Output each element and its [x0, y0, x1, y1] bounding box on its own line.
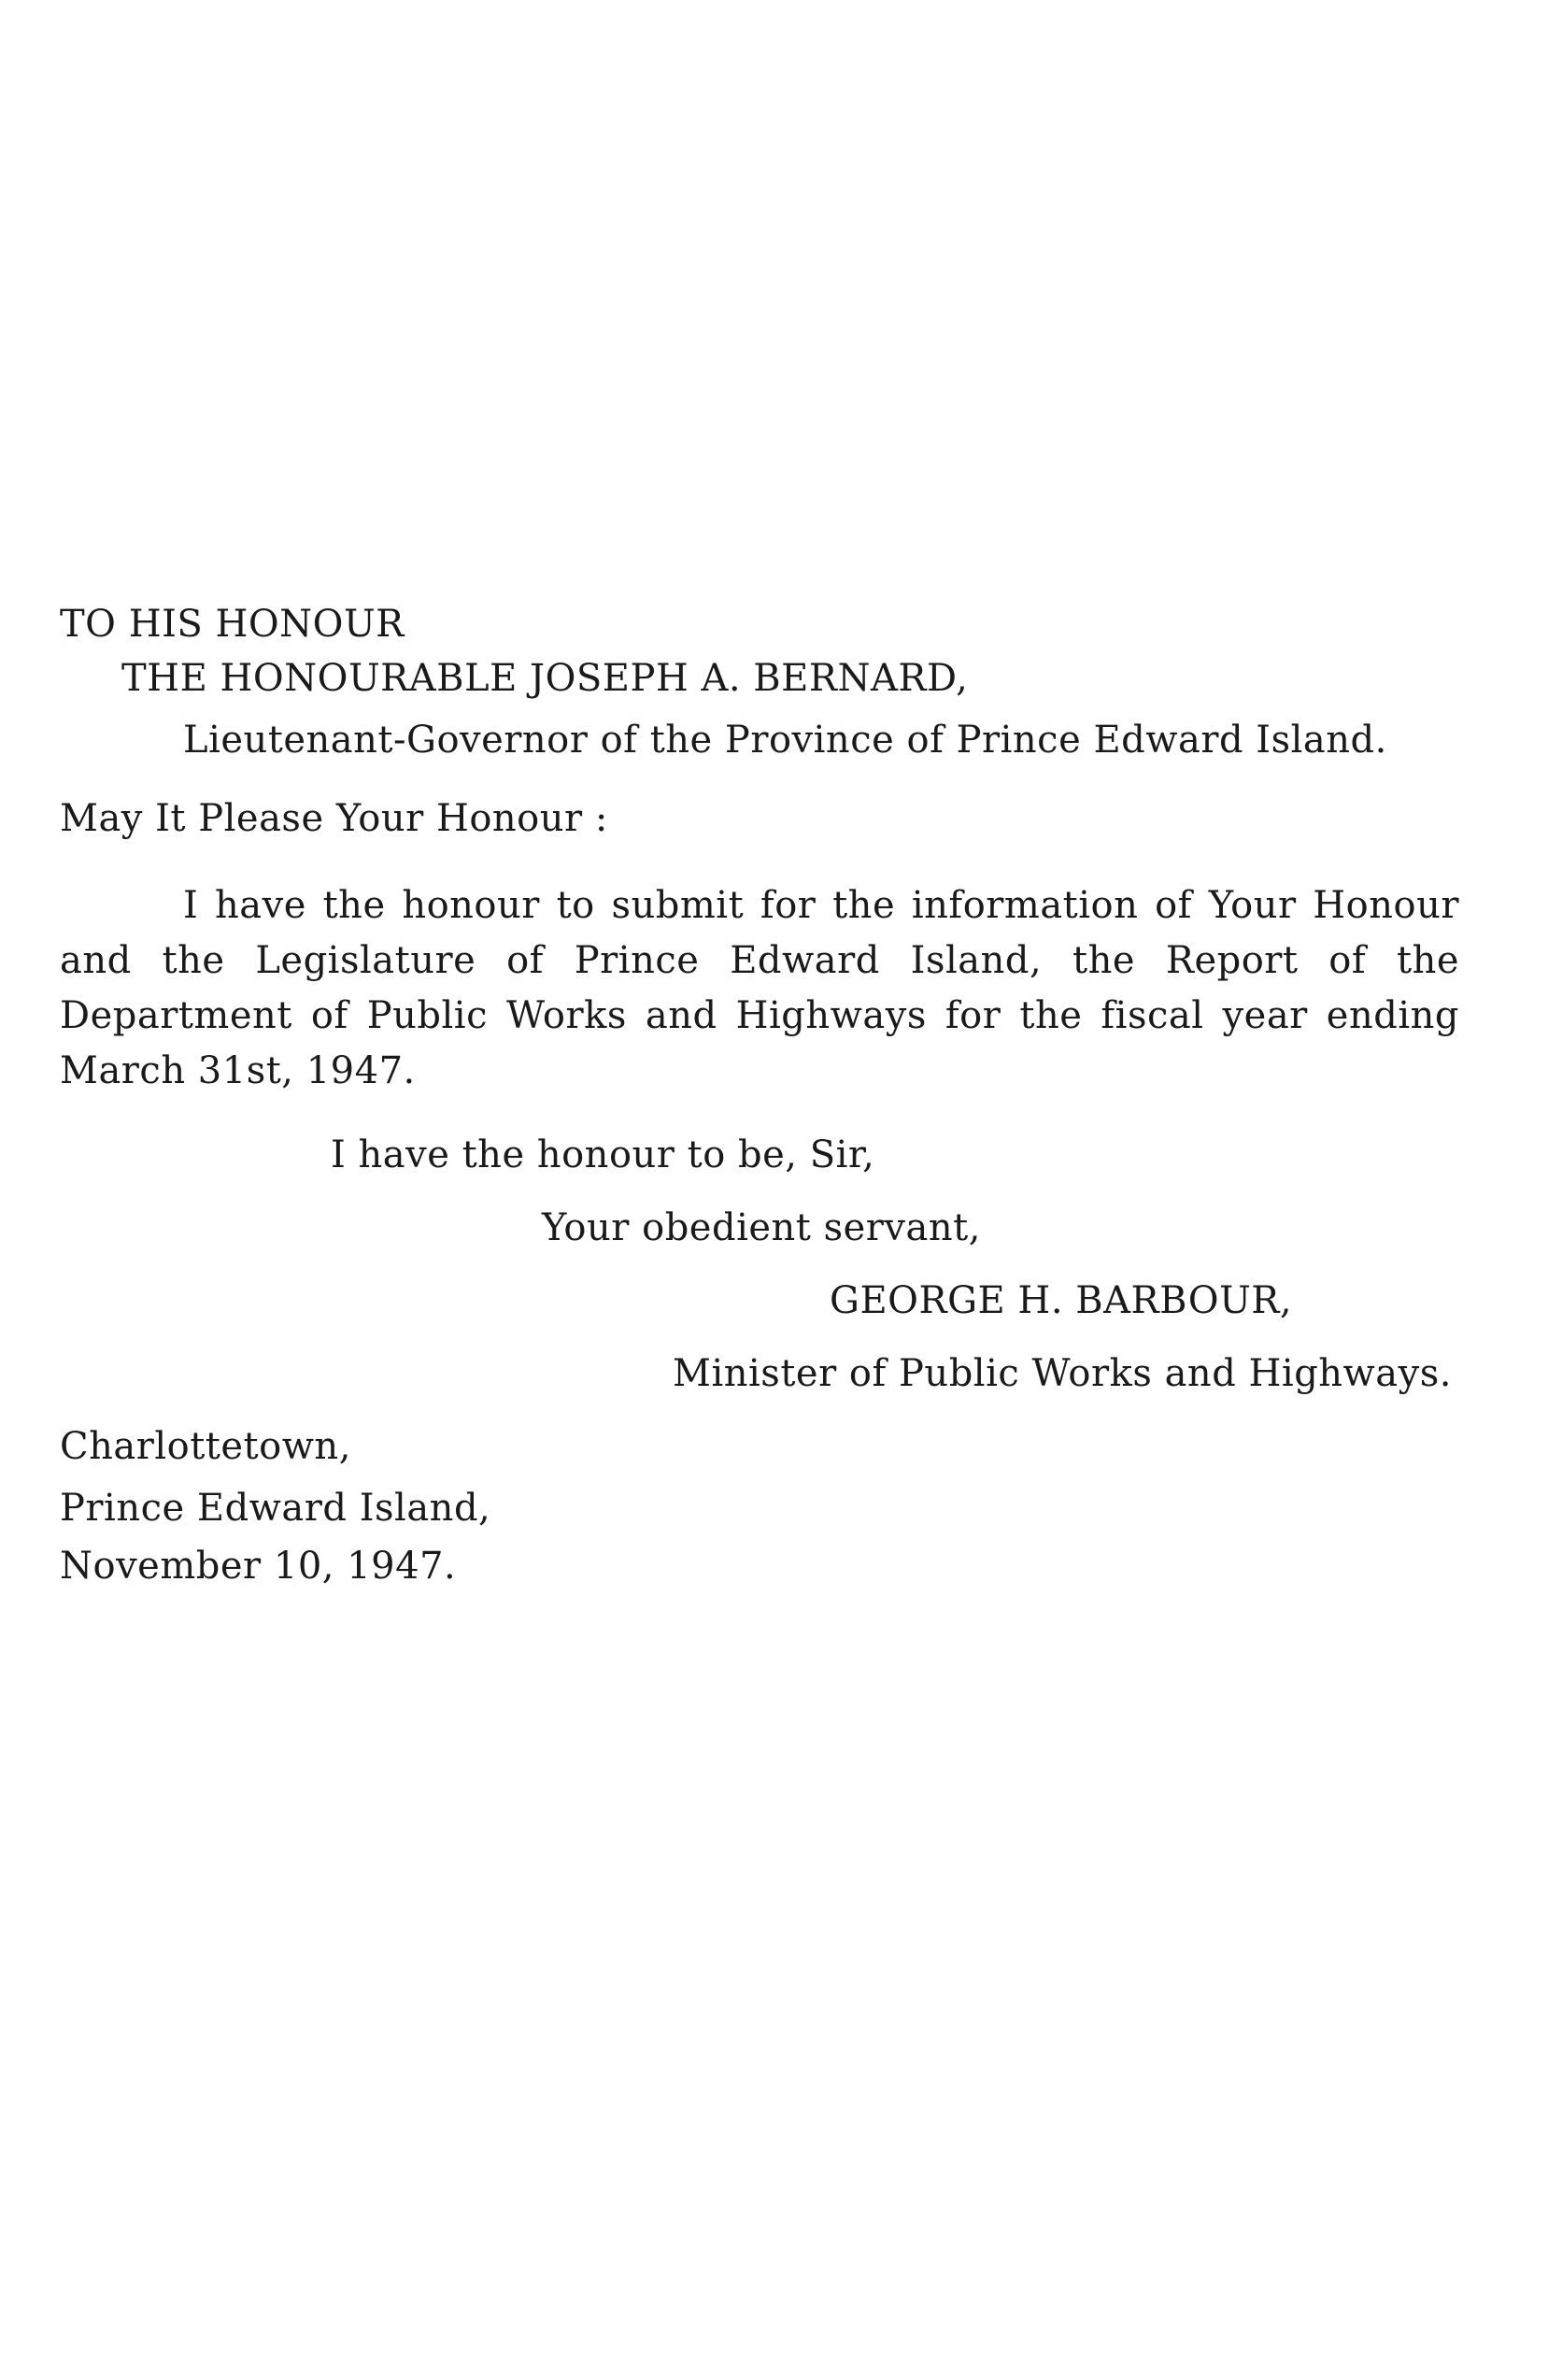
place-date-line-2: Prince Edward Island,: [60, 1487, 491, 1530]
place-date-line-1: Charlottetown,: [60, 1425, 351, 1468]
salutation: May It Please Your Honour :: [60, 797, 608, 840]
body-paragraph: I have the honour to submit for the information of Your Honour and the Legislature of Prince Edward Island, the Report of the Department of Public Works and Highways for the fiscal year ending March 31st, 1947.: [60, 884, 1459, 1092]
addressee-line-2: THE HONOURABLE JOSEPH A. BERNARD,: [121, 657, 969, 700]
signature-name: GEORGE H. BARBOUR,: [830, 1279, 1293, 1322]
addressee-line-1: TO HIS HONOUR: [60, 603, 405, 646]
signature-title: Minister of Public Works and Highways.: [673, 1352, 1452, 1395]
place-date-line-3: November 10, 1947.: [60, 1545, 457, 1588]
closing-line-2: Your obedient servant,: [542, 1206, 981, 1249]
addressee-line-3: Lieutenant-Governor of the Province of Prince Edward Island.: [183, 719, 1387, 762]
closing-line-1: I have the honour to be, Sir,: [331, 1133, 875, 1176]
